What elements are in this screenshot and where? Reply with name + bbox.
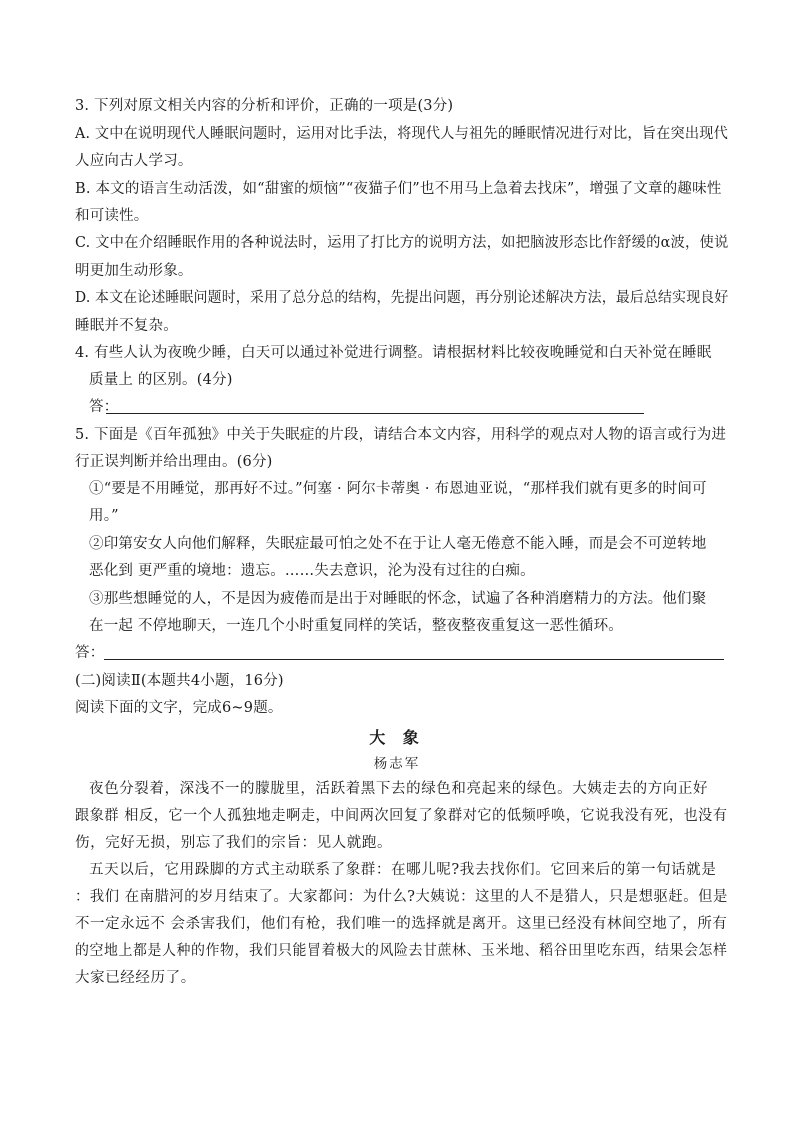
story-paragraph-2-line2: ：我们 在南腊河的岁月结束了。大家都问：为什么?大姨说：这里的人不是猎人，只是想驱赶。但是 — [75, 889, 728, 905]
q4-answer-label: 答： — [89, 399, 119, 415]
q3-stem: 3. 下列对原文相关内容的分析和评价，正确的一项是(3分) — [75, 98, 454, 114]
q5-excerpt-2-line1: ②印第安女人向他们解释，失眠症最可怕之处不在于让人毫无倦意不能入睡，而是会不可逆转地 — [89, 536, 707, 552]
q3-option-b-line1: B. 本文的语言生动活泼，如“甜蜜的烦恼”“夜猫子们”也不用马上急着去找床”，增强了文章的趣味性 — [75, 181, 722, 197]
q3-option-a-line1: A. 文中在说明现代人睡眠问题时，运用对比手法，将现代人与祖先的睡眠情况进行对比，旨在突出现代 — [75, 126, 729, 142]
q3-option-c-line2: 明更加生动形象。 — [75, 263, 193, 279]
story-paragraph-1-line2: 跟象群 相反，它一个人孤独地走啊走，中间两次回复了象群对它的低频呼唤，它说我没有死，也没有 — [75, 808, 728, 824]
story-paragraph-1-line3: 伤，完好无损，别忘了我们的宗旨：见人就跑。 — [75, 835, 393, 851]
q5-answer-line[interactable] — [104, 659, 724, 660]
q5-stem-line2: 行正误判断并给出理由。(6分) — [75, 454, 273, 470]
section-heading: (二)阅读Ⅱ(本题共4小题，16分) — [75, 673, 284, 689]
story-author: 杨志军 — [373, 756, 421, 772]
story-paragraph-1-line1: 夜色分裂着，深浅不一的朦胧里，活跃着黑下去的绿色和亮起来的绿色。大姨走去的方向正好 — [89, 781, 709, 797]
q5-excerpt-3-line1: ③那些想睡觉的人，不是因为疲倦而是出于对睡眠的怀念，试遍了各种消磨精力的方法。他们聚 — [89, 591, 707, 607]
q3-option-d-line1: D. 本文在论述睡眠问题时，采用了总分总的结构，先提出问题，再分别论述解决方法，最后总结实现良好 — [75, 290, 729, 306]
q3-option-b-line2: 和可读性。 — [75, 208, 149, 224]
q5-excerpt-1-line1: ①“要是不用睡觉，那再好不过。”何塞 · 阿尔卡蒂奥 · 布恩迪亚说，“那样我们就有更多的时间可 — [89, 481, 707, 497]
story-title: 大 象 — [369, 728, 425, 747]
q4-answer-line[interactable] — [106, 413, 644, 414]
q3-option-a-line2: 人应向古人学习。 — [75, 153, 193, 169]
q4-stem-line1: 4. 有些人认为夜晚少睡，白天可以通过补觉进行调整。请根据材料比较夜晚睡觉和白天补觉在睡眠 — [75, 345, 712, 361]
q3-option-d-line2: 睡眠并不复杂。 — [75, 318, 178, 334]
section-instruction: 阅读下面的文字，完成6~9题。 — [75, 700, 283, 716]
story-paragraph-2-line3: 不一定永远不 会杀害我们，他们有枪，我们唯一的选择就是离开。这里已经没有林间空地了，所有 — [75, 916, 728, 932]
story-paragraph-2-line4: 的空地上都是人种的作物，我们只能冒着极大的风险去甘蔗林、玉米地、稻谷田里吃东西，结果会怎样 — [75, 943, 728, 959]
q5-excerpt-1-line2: 用。” — [89, 508, 119, 524]
q3-option-c-line1: C. 文中在介绍睡眠作用的各种说法时，运用了打比方的说明方法，如把脑波形态比作舒缓的α波，使说 — [75, 235, 729, 251]
story-paragraph-2-line1: 五天以后，它用跺脚的方式主动联系了象群：在哪儿呢?我去找你们。它回来后的第一句话就是 — [89, 862, 717, 878]
q5-excerpt-3-line2: 在一起 不停地聊天，一连几个小时重复同样的笑话，整夜整夜重复这一恶性循环。 — [89, 618, 624, 634]
q5-excerpt-2-line2: 恶化到 更严重的境地：遗忘。……失去意识，沦为没有过往的白痴。 — [89, 563, 535, 579]
q4-stem-line2: 质量上 的区别。(4分) — [89, 372, 233, 388]
q5-stem-line1: 5. 下面是《百年孤独》中关于失眠症的片段，请结合本文内容，用科学的观点对人物的语言或行为进 — [75, 427, 727, 443]
q5-answer-label: 答： — [75, 645, 105, 661]
story-paragraph-2-line5: 大家已经经历了。 — [75, 970, 196, 986]
